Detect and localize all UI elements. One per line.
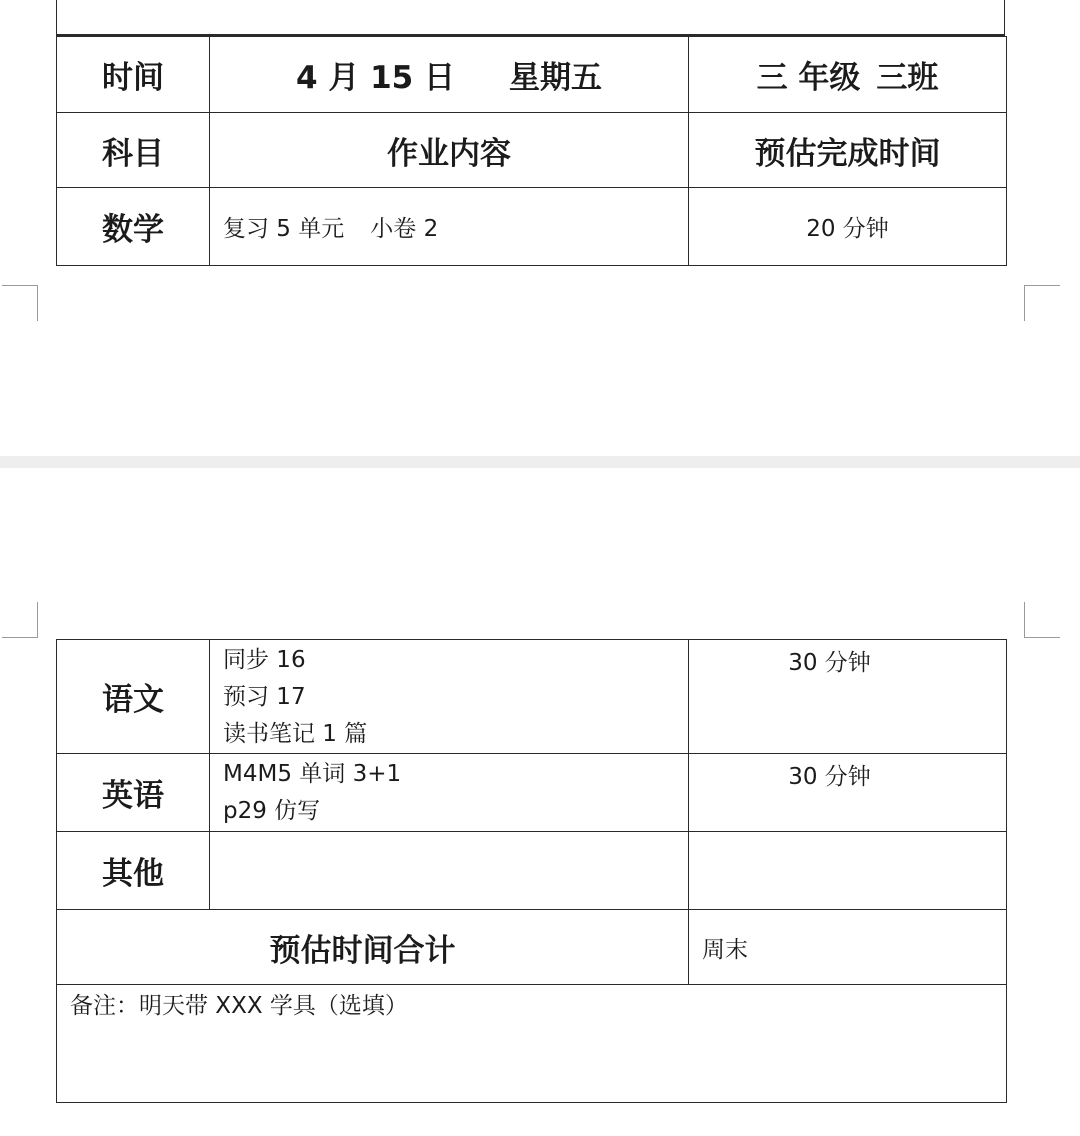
time-cell: 30 分钟 bbox=[689, 640, 1007, 754]
time-cell: 30 分钟 bbox=[689, 754, 1007, 832]
document-page-1 bbox=[0, 0, 1080, 456]
time-label: 时间 bbox=[57, 37, 210, 113]
remark-row bbox=[57, 985, 1007, 1103]
class-cell bbox=[689, 37, 1007, 113]
date-row bbox=[57, 37, 1007, 113]
content-line: p29 仿写 bbox=[223, 798, 321, 824]
homework-table-part-2 bbox=[56, 639, 1007, 1103]
content-line: 同步 16 bbox=[223, 647, 306, 673]
content-header: 作业内容 bbox=[210, 113, 689, 188]
subject-header: 科目 bbox=[57, 113, 210, 188]
total-label: 预估时间合计 bbox=[57, 910, 689, 985]
homework-table-part-1 bbox=[56, 36, 1007, 266]
subject-cell: 其他 bbox=[57, 832, 210, 910]
content-cell bbox=[210, 188, 689, 266]
content-cell bbox=[210, 640, 689, 754]
page-corner-mark bbox=[1024, 602, 1060, 638]
table-row-chinese bbox=[57, 640, 1007, 754]
content-cell bbox=[210, 832, 689, 910]
total-row bbox=[57, 910, 1007, 985]
page-corner-mark bbox=[2, 285, 38, 321]
content-line: 复习 5 单元 bbox=[223, 216, 345, 242]
date-text: 4 月 15 日 bbox=[295, 60, 456, 96]
subject-cell: 语文 bbox=[57, 640, 210, 754]
class-name-text: 三班 bbox=[876, 60, 939, 96]
page-corner-mark bbox=[1024, 285, 1060, 321]
date-cell bbox=[210, 37, 689, 113]
content-line: 小卷 2 bbox=[370, 216, 439, 242]
subject-cell: 数学 bbox=[57, 188, 210, 266]
table-row-math bbox=[57, 188, 1007, 266]
remark-cell: 备注：明天带 XXX 学具（选填） bbox=[57, 985, 1007, 1103]
column-header-row bbox=[57, 113, 1007, 188]
time-header: 预估完成时间 bbox=[689, 113, 1007, 188]
content-line: 预习 17 bbox=[223, 684, 306, 710]
page-separator bbox=[0, 456, 1080, 468]
table-top-fragment bbox=[56, 0, 1005, 36]
weekday-text: 星期五 bbox=[509, 60, 603, 96]
time-cell bbox=[689, 832, 1007, 910]
content-line: 读书笔记 1 篇 bbox=[223, 721, 368, 747]
content-line: M4M5 单词 3+1 bbox=[223, 761, 402, 787]
content-cell bbox=[210, 754, 689, 832]
total-value: 周末 bbox=[689, 910, 1007, 985]
table-row-other bbox=[57, 832, 1007, 910]
document-page-2 bbox=[0, 468, 1080, 1136]
table-row-english bbox=[57, 754, 1007, 832]
page-corner-mark bbox=[2, 602, 38, 638]
subject-cell: 英语 bbox=[57, 754, 210, 832]
time-cell: 20 分钟 bbox=[689, 188, 1007, 266]
grade-text: 三 年级 bbox=[756, 60, 861, 96]
